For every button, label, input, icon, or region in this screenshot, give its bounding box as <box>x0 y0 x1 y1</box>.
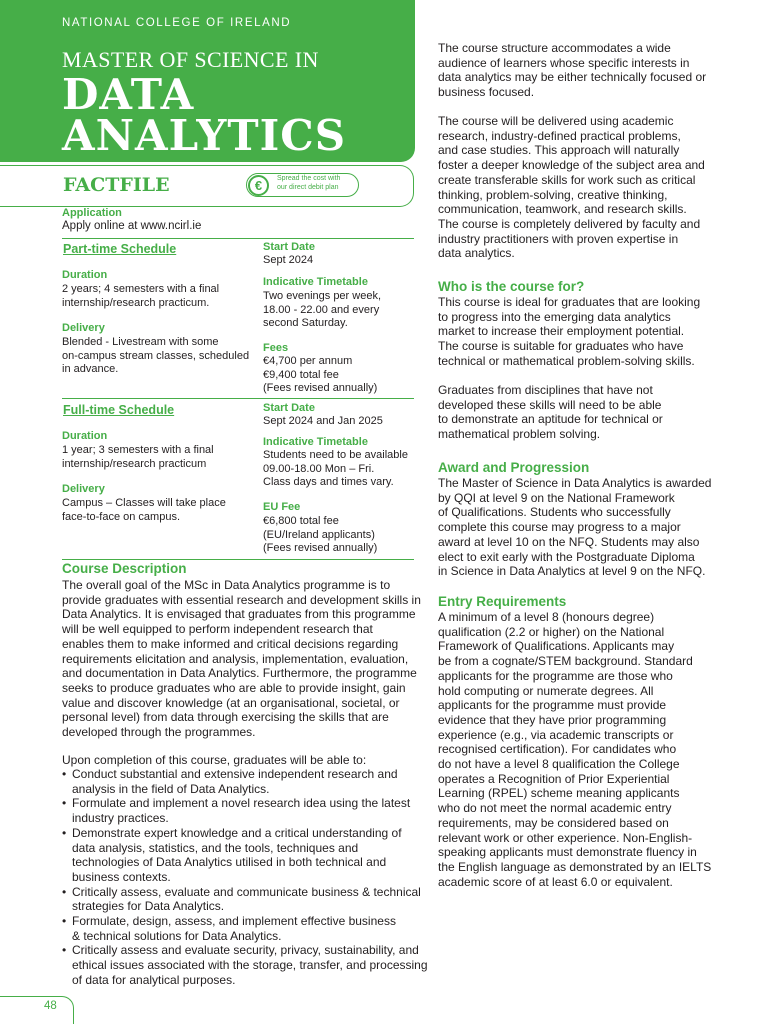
award-heading: Award and Progression <box>438 460 590 475</box>
course-description-para1: The overall goal of the MSc in Data Analytics programme is to provide graduates with essential research and development skills in Data Analytics. It is envisaged that graduates from this programme will be well equipped to perform independent research that enables them to make informed and critical decisions regarding requirements elicitation and analysis, implementation, evaluation, and documentation in Data Analytics. Furthermore, the programme seeks to produce graduates who are able to provide insight, gain value and discover knowledge (at an organisational, societal, or personal level) from data through exercising the skills that are developed through the programmes. <box>62 578 421 740</box>
entry-heading: Entry Requirements <box>438 594 567 609</box>
part-time-delivery-label: Delivery <box>62 322 105 334</box>
list-item: • Conduct substantial and extensive independent research and analysis in the field of Data Analytics. <box>62 767 434 796</box>
list-item: • Critically assess, evaluate and communicate business & technical strategies for Data Analytics. <box>62 885 434 914</box>
full-time-schedule-title: Full-time Schedule <box>63 403 175 417</box>
application-label: Application <box>62 207 122 219</box>
divider <box>62 559 414 560</box>
full-time-timetable-label: Indicative Timetable <box>263 436 368 448</box>
master-label: MASTER OF SCIENCE IN <box>62 47 319 72</box>
intro-para1: The course structure accommodates a wide audience of learners whose specific interests in data analytics may be either technically focused or business focused. <box>438 41 707 100</box>
factfile-title: FACTFILE <box>63 174 170 196</box>
list-item: • Demonstrate expert knowledge and a critical understanding of data analysis, statistics, and the tools, techniques and technologies of Data Analytics utilised in both technical and business contexts. <box>62 826 434 885</box>
entry-para: A minimum of a level 8 (honours degree) qualification (2.2 or higher) on the National Framework of Qualifications. Applicants may be from a cognate/STEM background. Standard applicants for the programme are those who hold computing or numerate degrees. All applicants for the programme must provide evidence that they have prior programming experience (e.g., via academic transcripts or recognised certification). For candidates who do not have a level 8 qualification the College operates a Recognition of Prior Experiential Learning (RPEL) scheme meaning applicants who do not meet the normal academic entry requirements, may be considered based on relevant work or other experience. Non-English- speaking applicants must demonstrate fluency in the English language as demonstrated by an IELTS academic score of at least 6.0 or equivalent. <box>438 610 712 889</box>
full-time-delivery-text: Campus – Classes will take place face-to-face on campus. <box>62 497 226 523</box>
part-time-duration-text: 2 years; 4 semesters with a final internship/research practicum. <box>62 283 220 309</box>
part-time-fees-label: Fees <box>263 342 289 354</box>
full-time-fees-text: €6,800 total fee (EU/Ireland applicants) (Fees revised annually) <box>263 515 378 554</box>
part-time-duration-label: Duration <box>62 269 108 281</box>
full-time-start-label: Start Date <box>263 402 315 414</box>
learning-outcomes-list <box>62 767 434 988</box>
list-item: • Formulate and implement a novel research idea using the latest industry practices. <box>62 796 434 825</box>
part-time-schedule-title: Part-time Schedule <box>63 242 177 256</box>
part-time-start-text: Sept 2024 <box>263 254 314 266</box>
full-time-start-text: Sept 2024 and Jan 2025 <box>263 415 383 427</box>
page-number-frame <box>0 996 74 1024</box>
award-para: The Master of Science in Data Analytics is awarded by QQI at level 9 on the National Framework of Qualifications. Students who successfully complete this course may progress to a major award at level 10 on the NFQ. Students may also elect to exit early with the Postgraduate Diploma in Science in Data Analytics at level 9 on the NFQ. <box>438 476 712 579</box>
full-time-fees-label: EU Fee <box>263 501 301 513</box>
intro-para2: The course will be delivered using academic research, industry-defined practical problems, and case studies. This approach will naturally foster a deeper knowledge of the subject area and create transferable skills for work such as critical thinking, problem-solving, creative thinking, communication, teamwork, and research skills. The course is completely delivered by faculty and industry practitioners with proven expertise in data analytics. <box>438 114 705 261</box>
part-time-timetable-label: Indicative Timetable <box>263 276 368 288</box>
divider <box>62 398 414 399</box>
full-time-timetable-text: Students need to be available 09.00-18.00 Mon – Fri. Class days and times vary. <box>263 449 408 488</box>
who-for-heading: Who is the course for? <box>438 279 585 294</box>
who-for-para1: This course is ideal for graduates that are looking to progress into the emerging data analytics market to increase their employment potential. The course is suitable for graduates who have technical or mathematical problem-solving skills. <box>438 295 701 368</box>
application-text: Apply online at www.ncirl.ie <box>62 220 202 232</box>
full-time-delivery-label: Delivery <box>62 483 105 495</box>
full-time-duration-label: Duration <box>62 430 108 442</box>
list-item: • Critically assess and evaluate security, privacy, sustainability, and ethical issues associated with the storage, transfer, and processing of data for analytical purposes. <box>62 943 434 987</box>
page-number: 48 <box>44 1000 57 1012</box>
direct-debit-text: Spread the cost with our direct debit plan <box>277 175 341 191</box>
divider <box>62 238 414 239</box>
part-time-delivery-text: Blended - Livestream with some on-campus stream classes, scheduled in advance. <box>62 336 250 375</box>
who-for-para2: Graduates from disciplines that have not developed these skills will need to be able to demonstrate an aptitude for technical or mathematical problem solving. <box>438 383 663 442</box>
euro-icon: € <box>248 175 269 196</box>
part-time-fees-text: €4,700 per annum €9,400 total fee (Fees revised annually) <box>263 355 378 394</box>
title-line-analytics: ANALYTICS <box>62 111 347 160</box>
part-time-start-label: Start Date <box>263 241 315 253</box>
full-time-duration-text: 1 year; 3 semesters with a final internship/research practicum <box>62 444 214 470</box>
list-item: • Formulate, design, assess, and implement effective business & technical solutions for Data Analytics. <box>62 914 434 943</box>
part-time-timetable-text: Two evenings per week, 18.00 - 22.00 and every second Saturday. <box>263 290 382 329</box>
college-name: NATIONAL COLLEGE OF IRELAND <box>62 17 292 29</box>
course-description-heading: Course Description <box>62 561 187 576</box>
course-description-para2: Upon completion of this course, graduates will be able to: <box>62 753 367 767</box>
title-line-data: DATA <box>62 70 195 119</box>
